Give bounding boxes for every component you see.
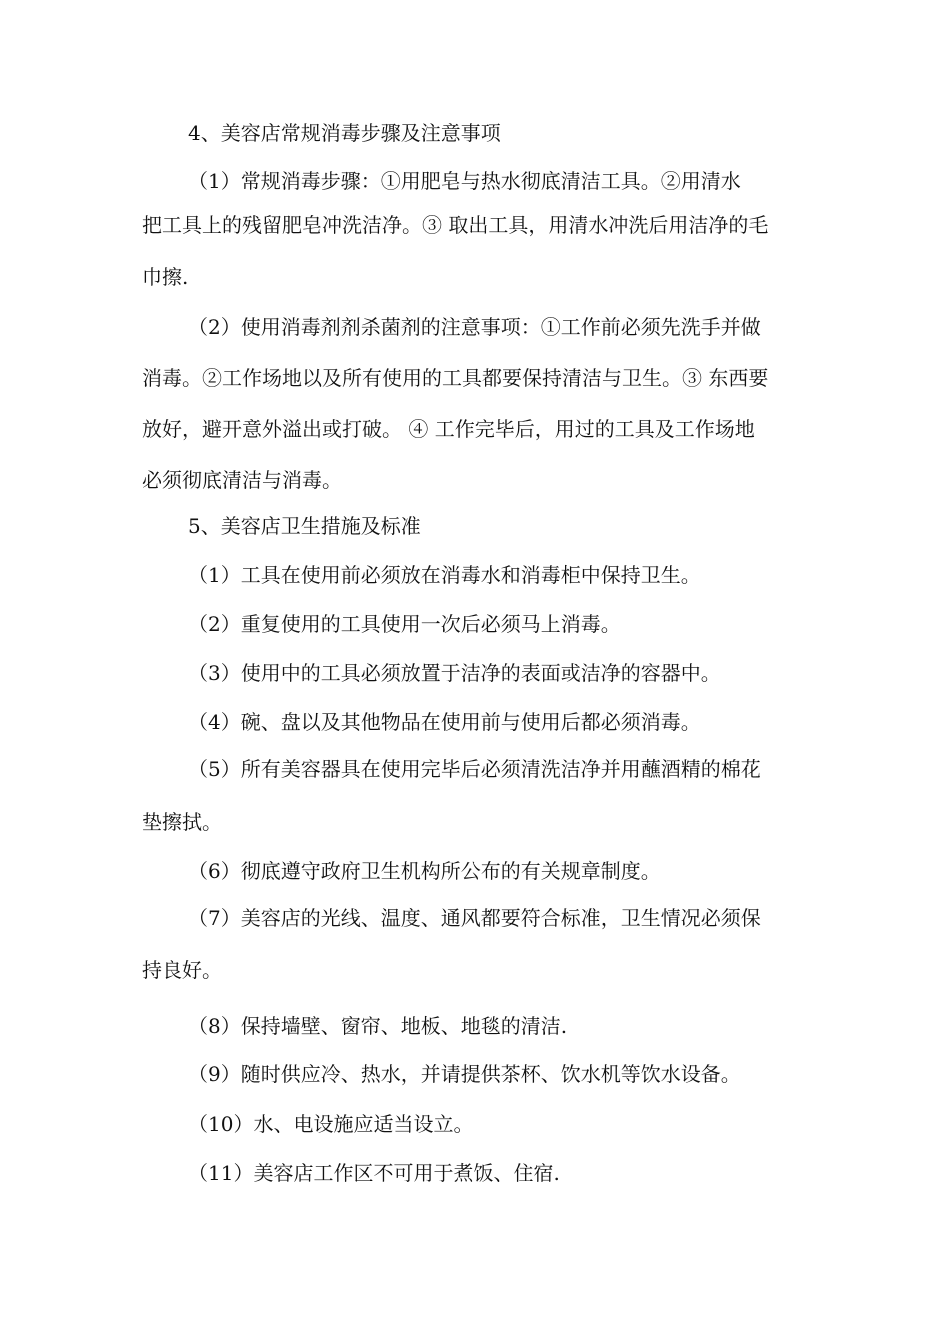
text-line: 放好，避开意外溢出或打破。 ④ 工作完毕后，用过的工具及工作场地 xyxy=(142,417,755,441)
text-line: （3）使用中的工具必须放置于洁净的表面或洁净的容器中。 xyxy=(188,661,721,685)
text-line: 必须彻底清洁与消毒。 xyxy=(142,468,342,492)
item-5-11 xyxy=(188,1157,560,1186)
item-5-6 xyxy=(188,855,661,884)
text-line: （11）美容店工作区不可用于煮饭、住宿. xyxy=(188,1161,560,1185)
text-line: （10）水、电设施应适当设立。 xyxy=(188,1112,474,1136)
item-5-1 xyxy=(188,559,701,588)
item-5-9 xyxy=(188,1058,741,1087)
text-line: 把工具上的残留肥皂冲洗洁净。③ 取出工具，用清水冲洗后用洁净的毛 xyxy=(142,213,769,237)
text-line: （1）工具在使用前必须放在消毒水和消毒柜中保持卫生。 xyxy=(188,563,701,587)
paragraph-4-2 xyxy=(142,312,768,495)
text-line: 垫擦拭。 xyxy=(142,810,222,834)
section-heading-4 xyxy=(188,117,501,146)
text-line: 4、美容店常规消毒步骤及注意事项 xyxy=(188,121,501,145)
paragraph-4-1 xyxy=(142,166,768,292)
text-line: （8）保持墙壁、窗帘、地板、地毯的清洁. xyxy=(188,1014,568,1038)
section-heading-5 xyxy=(188,510,421,539)
text-line: （2）重复使用的工具使用一次后必须马上消毒。 xyxy=(188,612,621,636)
text-line: 巾擦. xyxy=(142,265,189,289)
item-5-7 xyxy=(142,903,761,985)
text-line: （4）碗、盘以及其他物品在使用前与使用后都必须消毒。 xyxy=(188,710,701,734)
text-line: （6）彻底遵守政府卫生机构所公布的有关规章制度。 xyxy=(188,859,661,883)
item-5-2 xyxy=(188,608,621,637)
text-line: （1）常规消毒步骤：①用肥皂与热水彻底清洁工具。②用清水 xyxy=(188,169,741,193)
text-line: （5）所有美容器具在使用完毕后必须清洗洁净并用蘸酒精的棉花 xyxy=(188,757,761,781)
item-5-10 xyxy=(188,1108,473,1137)
text-line: 消毒。②工作场地以及所有使用的工具都要保持清洁与卫生。③ 东西要 xyxy=(142,366,769,390)
text-line: 持良好。 xyxy=(142,958,222,982)
text-line: 5、美容店卫生措施及标准 xyxy=(188,514,421,538)
text-line: （9）随时供应冷、热水，并请提供茶杯、饮水机等饮水设备。 xyxy=(188,1062,741,1086)
item-5-3 xyxy=(188,657,721,686)
item-5-5 xyxy=(142,754,761,837)
text-line: （2）使用消毒剂剂杀菌剂的注意事项：①工作前必须先洗手并做 xyxy=(188,315,761,339)
item-5-8 xyxy=(188,1010,567,1039)
text-line: （7）美容店的光线、温度、通风都要符合标准，卫生情况必须保 xyxy=(188,906,761,930)
item-5-4 xyxy=(188,706,701,735)
